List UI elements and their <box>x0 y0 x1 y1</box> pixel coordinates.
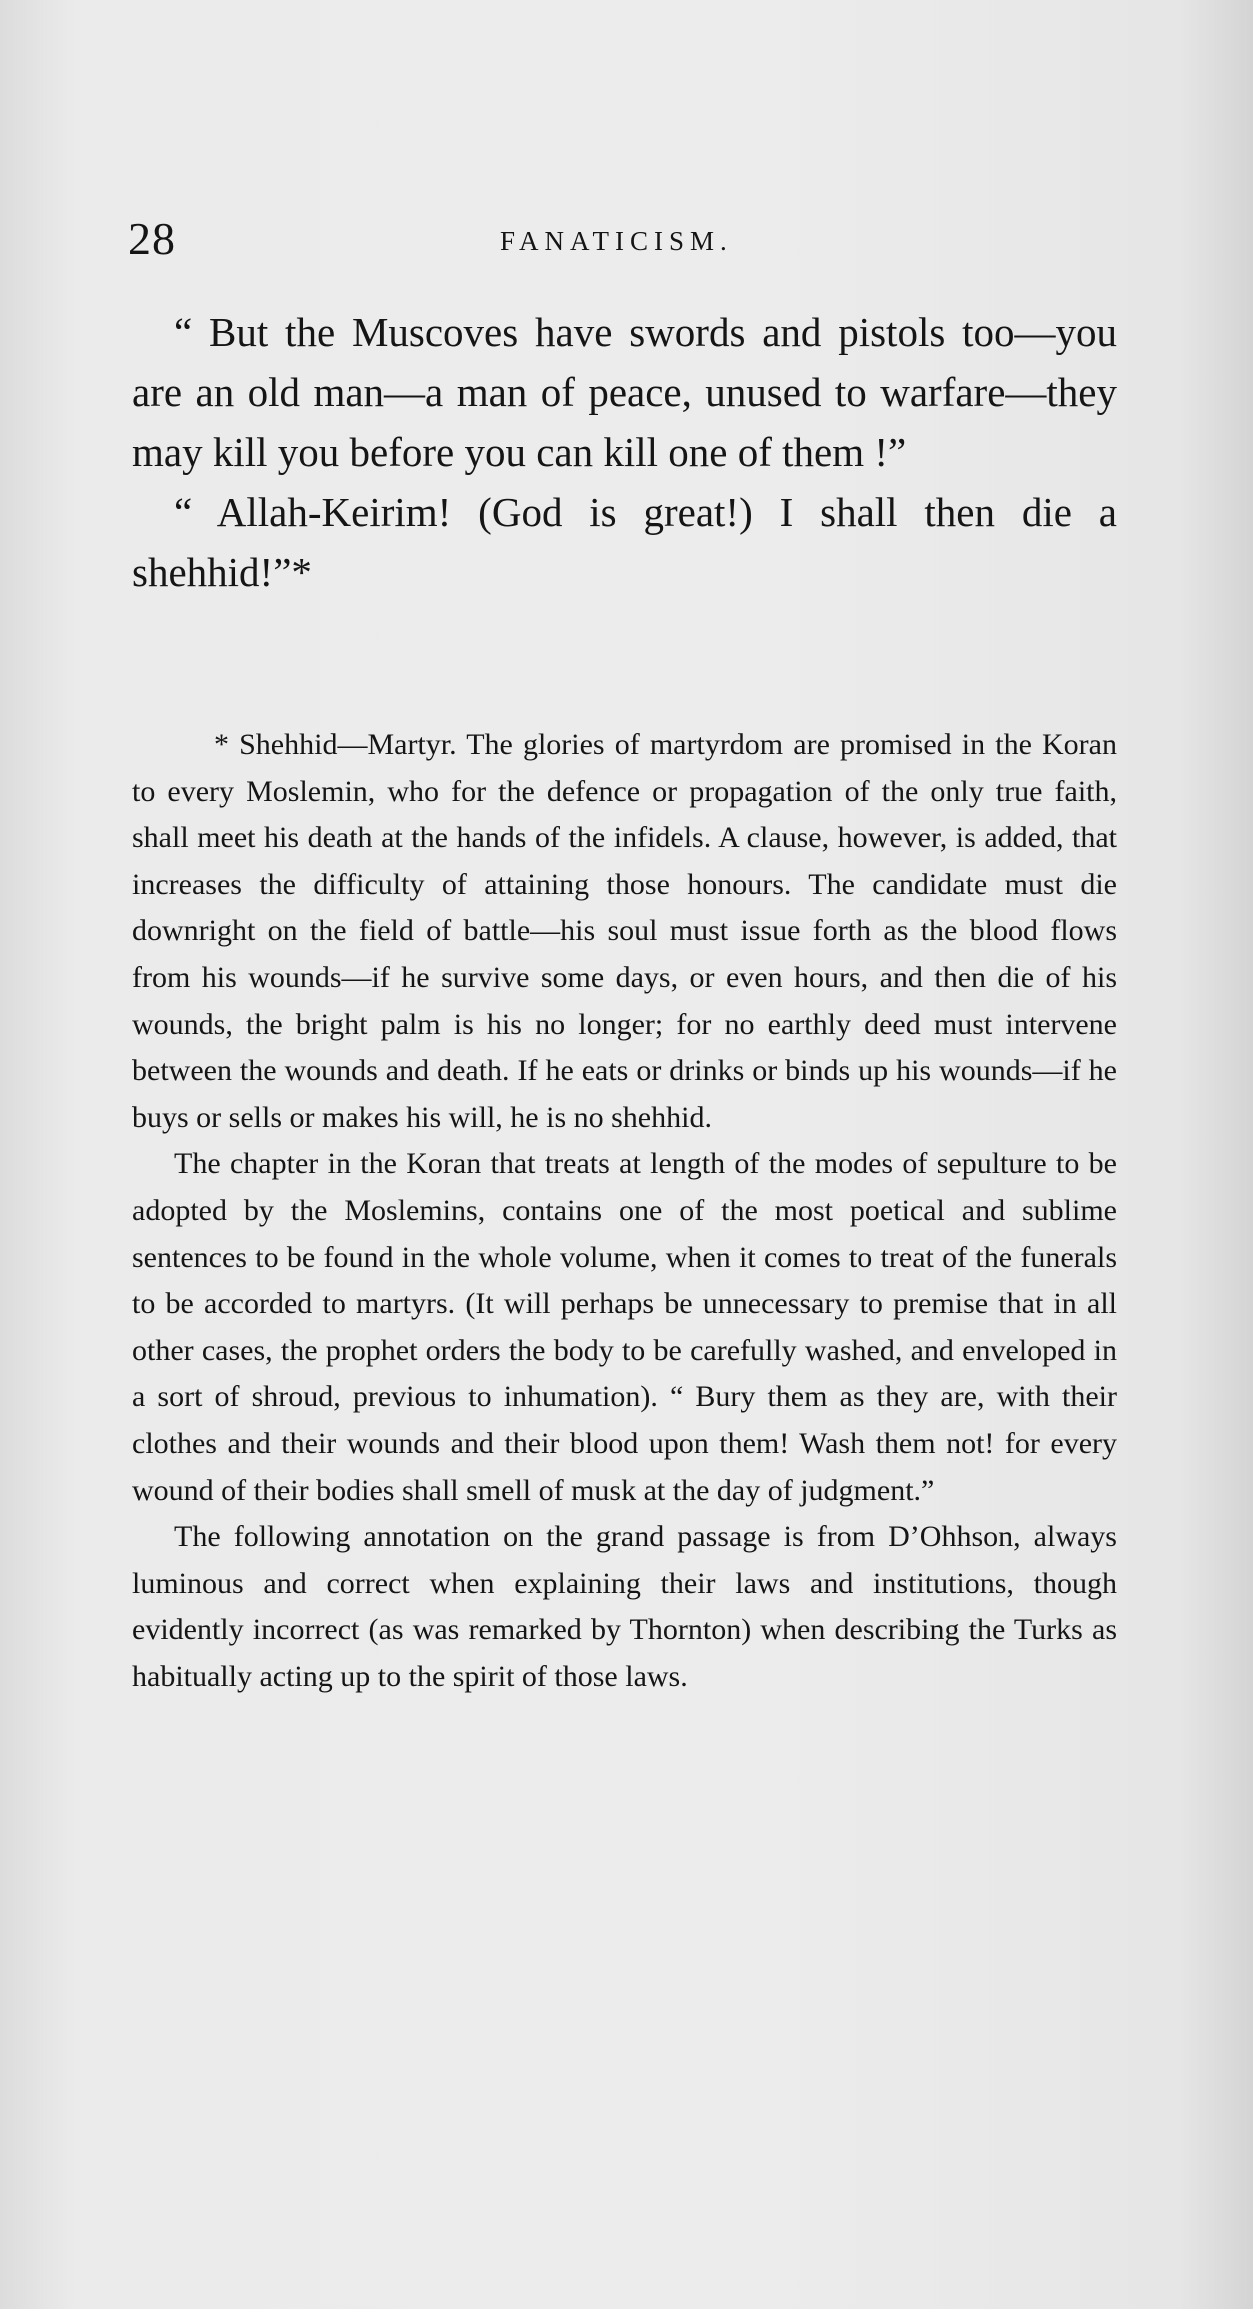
main-paragraph-1: “ But the Muscoves have swords and pistols too—you are an old man—a man of peace, unused to warfare—they may kill you before you can kill one of them !” <box>132 309 1117 475</box>
footnote-paragraph-2: The chapter in the Koran that treats at length of the modes of sepulture to be adopted by the Moslemins, contains one of the most poetical and sublime sentences to be found in the whole volume, when it comes to treat of the funerals to be accorded to martyrs. (It will perhaps be unnecessary to premise that in all other cases, the prophet orders the body to be carefully washed, and enveloped in a sort of shroud, previous to inhumation). “ Bury them as they are, with their clothes and their wounds and their blood upon them! Wash them not! for every wound of their bodies shall smell of musk at the day of judgment.” <box>132 1147 1117 1507</box>
footnote-paragraph-3: The following annotation on the grand passage is from D’Ohhson, always luminous and correct when explaining their laws and institutions, though evidently incorrect (as was remarked by Thornton) when describing the Turks as habitually acting up to the spirit of those laws. <box>132 1520 1117 1693</box>
running-head <box>128 212 1118 272</box>
main-paragraph-2: “ Allah-Keirim! (God is great!) I shall then die a shehhid!”* <box>132 489 1117 595</box>
footnote <box>132 722 1117 1700</box>
running-title: FANATICISM. <box>500 226 733 256</box>
footnote-paragraph-1: * Shehhid—Martyr. The glories of martyrdom are promised in the Koran to every Moslemin, who for the defence or propagation of the only true faith, shall meet his death at the hands of the infidels. A clause, however, is added, that increases the difficulty of attaining those honours. The candidate must die downright on the field of battle—his soul must issue forth as the blood flows from his wounds—if he survive some days, or even hours, and then die of his wounds, the bright palm is his no longer; for no earthly deed must intervene between the wounds and death. If he eats or drinks or binds up his wounds—if he buys or sells or makes his will, he is no shehhid. <box>132 728 1117 1134</box>
main-text <box>132 302 1117 602</box>
page-number: 28 <box>128 213 176 264</box>
